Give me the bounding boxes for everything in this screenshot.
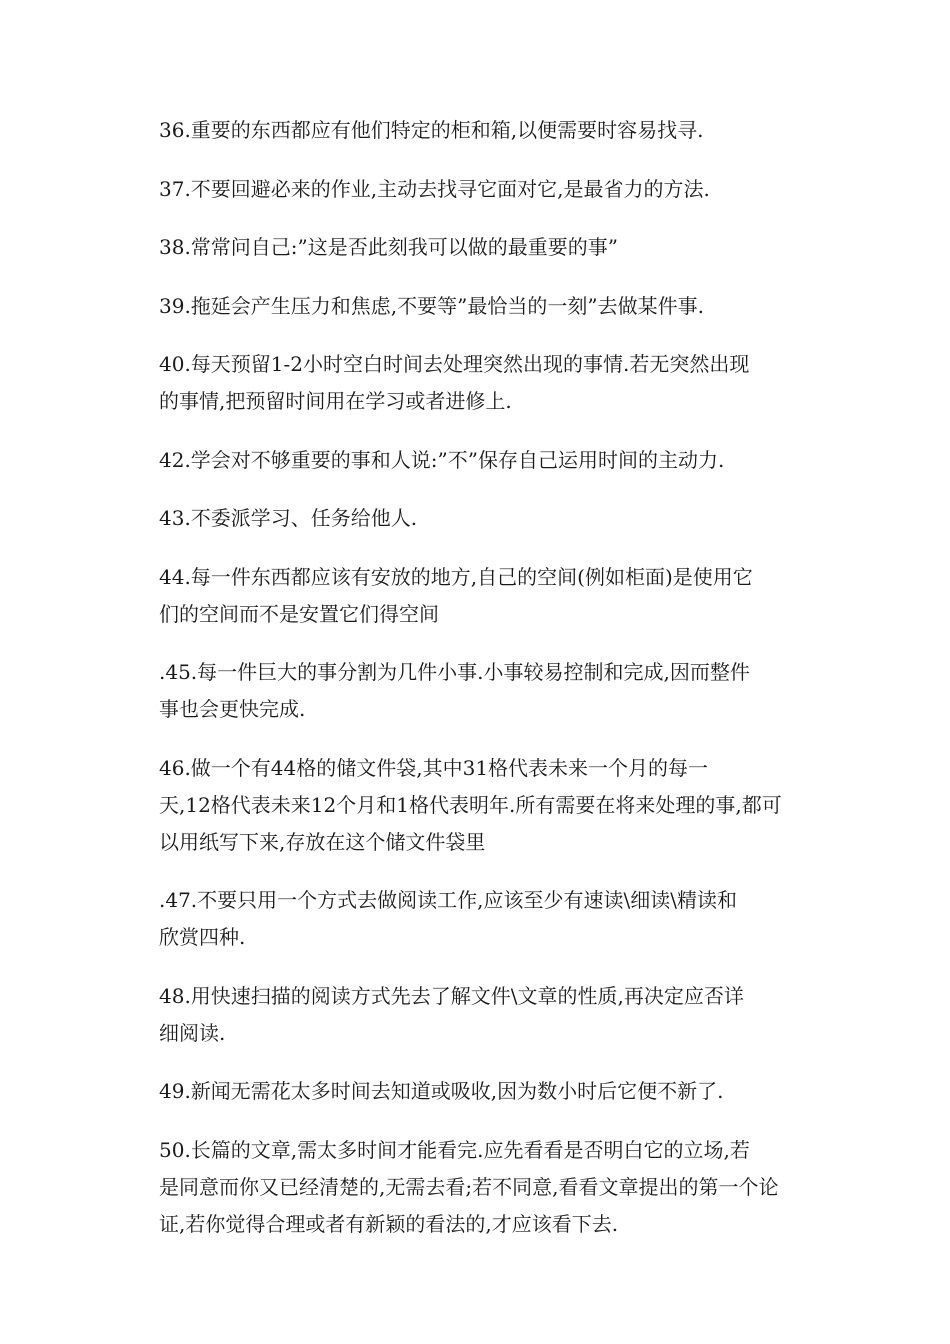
- paragraph-line: 细阅读.: [159, 1020, 226, 1045]
- paragraph-line: 46.做一个有44格的储文件袋,其中31格代表未来一个月的每一: [159, 755, 709, 780]
- paragraph-line: 的事情,把预留时间用在学习或者进修上.: [159, 389, 512, 413]
- paragraph-line: .45.每一件巨大的事分割为几件小事.小事较易控制和完成,因而整件: [159, 660, 750, 684]
- paragraph-50: [115, 1132, 830, 1243]
- paragraph-line: 42.学会对不够重要的事和人说:”不”保存自己运用时间的主动力.: [159, 447, 725, 472]
- paragraph-42: [115, 442, 830, 479]
- paragraph-line: 证,若你觉得合理或者有新颖的看法的,才应该看下去.: [159, 1211, 619, 1236]
- paragraph-line: 事也会更快完成.: [159, 697, 306, 721]
- paragraph-47: [115, 882, 830, 956]
- paragraph-46: [115, 750, 830, 861]
- paragraph-37: [115, 171, 830, 208]
- document-body: [115, 112, 830, 1264]
- paragraph-line: 48.用快速扫描的阅读方式先去了解文件\文章的性质,再决定应否详: [159, 983, 744, 1008]
- paragraph-line: 38.常常问自己:”这是否此刻我可以做的最重要的事”: [159, 235, 618, 259]
- paragraph-45: [115, 654, 830, 728]
- paragraph-40: [115, 346, 830, 420]
- paragraph-line: 44.每一件东西都应该有安放的地方,自己的空间(例如柜面)是使用它: [159, 564, 753, 589]
- paragraph-48: [115, 978, 830, 1052]
- paragraph-line: 欣赏四种.: [159, 925, 246, 949]
- paragraph-line: 是同意而你又已经清楚的,无需去看;若不同意,看看文章提出的第一个论: [159, 1174, 779, 1199]
- paragraph-line: 37.不要回避必来的作业,主动去找寻它面对它,是最省力的方法.: [159, 176, 710, 201]
- paragraph-line: 39.拖延会产生压力和焦虑,不要等”最恰当的一刻”去做某件事.: [159, 293, 704, 318]
- paragraph-line: 50.长篇的文章,需太多时间才能看完.应先看看是否明白它的立场,若: [159, 1137, 750, 1162]
- paragraph-36: [115, 112, 830, 149]
- paragraph-line: 49.新闻无需花太多时间去知道或吸收,因为数小时后它便不新了.: [159, 1079, 724, 1103]
- paragraph-line: 43.不委派学习、任务给他人.: [159, 506, 418, 530]
- paragraph-49: [115, 1073, 830, 1110]
- paragraph-line: 天,12格代表未来12个月和1格代表明年.所有需要在将来处理的事,都可: [159, 792, 782, 817]
- paragraph-38: [115, 229, 830, 266]
- paragraph-line: 40.每天预留1-2小时空白时间去处理突然出现的事情.若无突然出现: [159, 352, 750, 376]
- paragraph-39: [115, 288, 830, 325]
- paragraph-43: [115, 500, 830, 537]
- paragraph-line: .47.不要只用一个方式去做阅读工作,应该至少有速读\细读\精读和: [159, 888, 737, 912]
- paragraph-44: [115, 559, 830, 633]
- paragraph-line: 们的空间而不是安置它们得空间: [159, 601, 439, 626]
- paragraph-line: 36.重要的东西都应有他们特定的柜和箱,以便需要时容易找寻.: [159, 118, 704, 142]
- paragraph-line: 以用纸写下来,存放在这个储文件袋里: [159, 829, 486, 854]
